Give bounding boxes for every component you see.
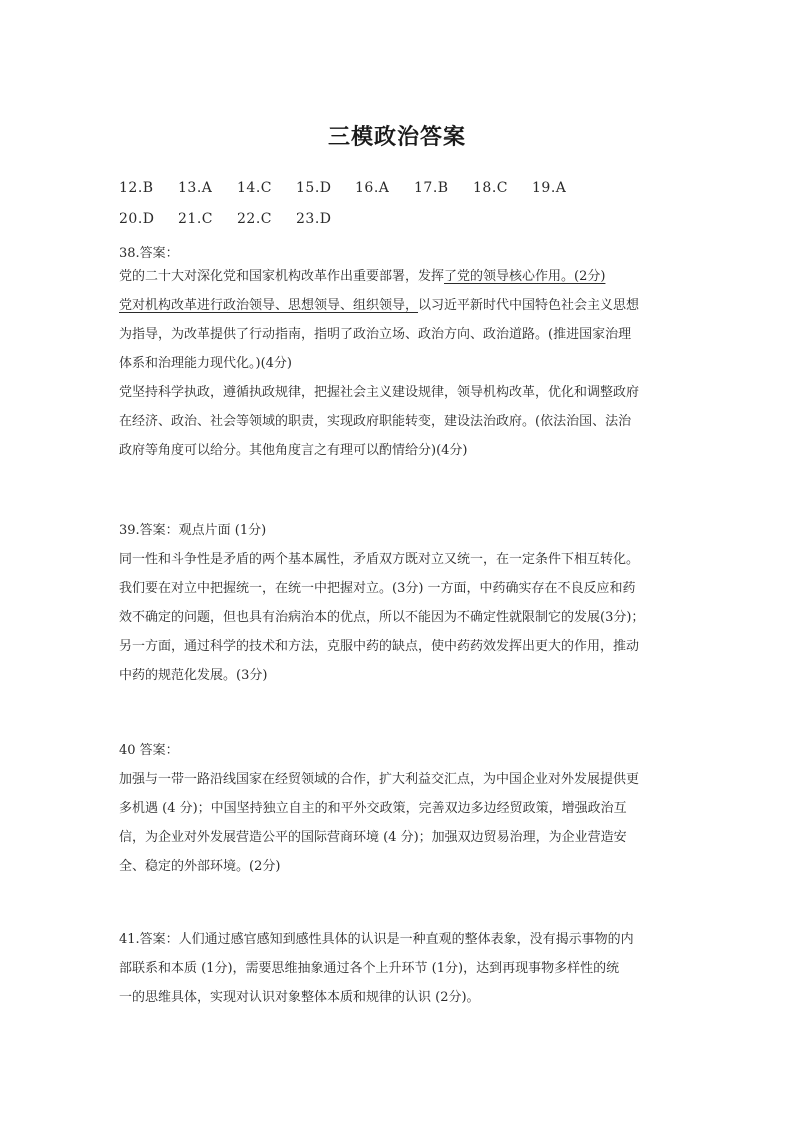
choice-answer: 18.C xyxy=(473,180,508,196)
q38-line-3: 为指导，为改革提供了行动指南，指明了政治立场、政治方向、政治道路。(推进国家治理 xyxy=(119,327,632,342)
q39-answer xyxy=(119,516,679,690)
q40-line-3: 信，为企业对外发展营造公平的国际营商环境 (4 分)；加强双边贸易治理，为企业营造安 xyxy=(119,830,627,845)
q38-line-5: 党坚持科学执政，遵循执政规律，把握社会主义建设规律，领导机构改革，优化和调整政府 xyxy=(119,385,640,400)
q40-line-1: 加强与一带一路沿线国家在经贸领域的合作，扩大利益交汇点，为中国企业对外发展提供更 xyxy=(119,772,640,787)
q39-line-4: 效不确定的问题，但也具有治病治本的优点，所以不能因为不确定性就限制它的发展(3分)； xyxy=(119,610,645,625)
choice-answer: 16.A xyxy=(355,180,390,196)
q41-line-2: 部联系和本质 (1分)，需要思维抽象通过各个上升环节 (1分)，达到再现事物多样性的统 xyxy=(119,961,620,976)
page-title: 三模政治答案 xyxy=(327,125,466,150)
q40-answer xyxy=(119,736,679,881)
q39-line-1: 39.答案：观点片面 (1分) xyxy=(119,523,267,538)
choice-answer: 12.B xyxy=(119,180,154,196)
q38-line-6: 在经济、政治、社会等领域的职责，实现政府职能转变，建设法治政府。(依法治国、法治 xyxy=(119,414,632,429)
q40-label: 40 答案： xyxy=(119,743,179,758)
q41-line-3: 一的思维具体，实现对认识对象整体本质和规律的认识 (2分)。 xyxy=(119,990,480,1005)
q38-line-1-text: 党的二十大对深化党和国家机构改革作出重要部署，发挥 xyxy=(119,269,445,284)
choice-answer: 23.D xyxy=(296,211,332,227)
choice-answer: 15.D xyxy=(296,180,332,196)
q38-underlined-text: 了党的领导核心作用。(2分) xyxy=(444,269,606,284)
q39-line-2: 同一性和斗争性是矛盾的两个基本属性，矛盾双方既对立又统一，在一定条件下相互转化。 xyxy=(119,552,640,567)
choice-answer: 21.C xyxy=(178,211,213,227)
choice-answers-row-1 xyxy=(119,180,591,196)
q39-line-3: 我们要在对立中把握统一，在统一中把握对立。(3分) 一方面，中药确实存在不良反应和药 xyxy=(119,581,636,596)
q38-line-7: 政府等角度可以给分。其他角度言之有理可以酌情给分)(4分) xyxy=(119,443,468,458)
choice-answer: 17.B xyxy=(414,180,449,196)
q39-line-5: 另一方面，通过科学的技术和方法，克服中药的缺点，使中药药效发挥出更大的作用，推动 xyxy=(119,639,640,654)
q40-line-4: 全、稳定的外部环境。(2分) xyxy=(119,859,281,874)
choice-answer: 14.C xyxy=(237,180,272,196)
q38-underlined-text: 党对机构改革进行政治领导、思想领导、组织领导， xyxy=(119,298,419,313)
q39-line-6: 中药的规范化发展。(3分) xyxy=(119,668,268,683)
q40-line-2: 多机遇 (4 分)；中国坚持独立自主的和平外交政策，完善双边多边经贸政策，增强政治互 xyxy=(119,801,627,816)
choice-answer: 20.D xyxy=(119,211,155,227)
q38-line-2 xyxy=(119,291,679,320)
q38-line-4: 体系和治理能力现代化。)(4分) xyxy=(119,356,292,371)
choice-answer: 13.A xyxy=(178,180,213,196)
q38-answer xyxy=(119,262,679,465)
q38-line-2-text: 以习近平新时代中国特色社会主义思想 xyxy=(418,298,640,313)
choice-answer: 22.C xyxy=(237,211,272,227)
choice-answer: 19.A xyxy=(532,180,567,196)
q41-answer xyxy=(119,925,679,1012)
q41-line-1: 41.答案：人们通过感官感知到感性具体的认识是一种直观的整体表象，没有揭示事物的内 xyxy=(119,932,634,947)
q38-line-1 xyxy=(119,262,679,291)
choice-answers-row-2 xyxy=(119,211,355,227)
q38-label: 38.答案： xyxy=(119,246,179,261)
